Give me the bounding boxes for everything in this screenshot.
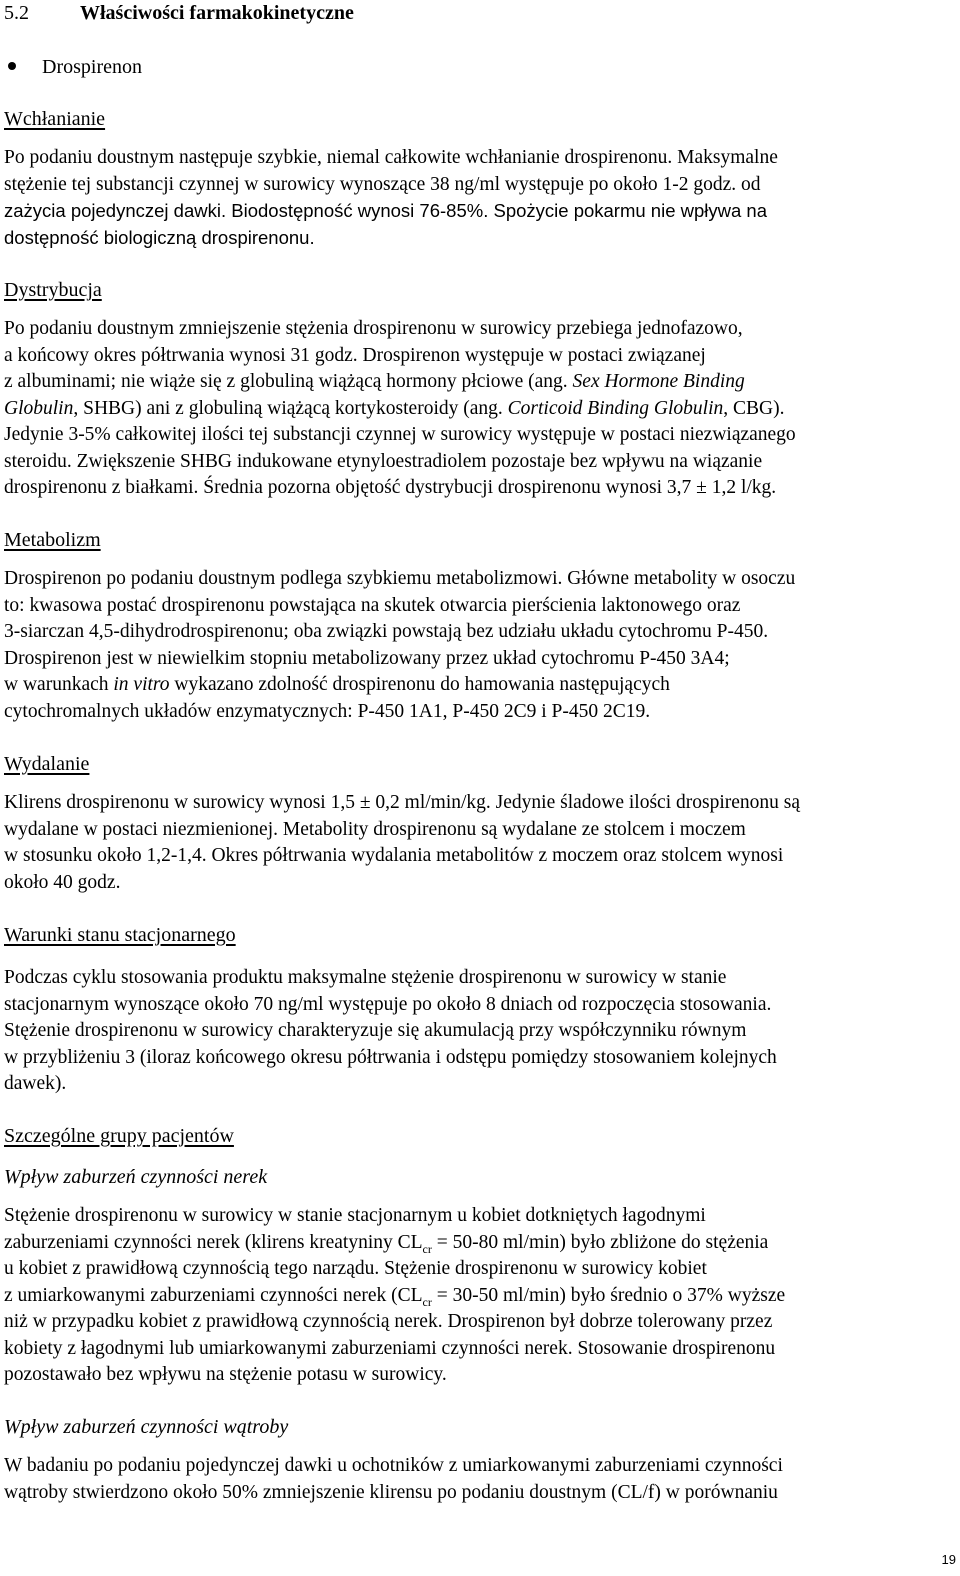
excretion-section [4, 751, 944, 777]
metabolism-paragraph [4, 566, 944, 725]
steady-state-line: w przybliżeniu 3 (iloraz końcowego okresu półtrwania i odstępu pomiędzy stosowaniem kolejnych [4, 1046, 777, 1068]
excretion-line: Klirens drospirenonu w surowicy wynosi 1,5 ± 0,2 ml/min/kg. Jedynie śladowe ilości drospirenonu są [4, 792, 801, 813]
metabolism-line: cytochromalnych układów enzymatycznych: P-450 1A1, P-450 2C9 i P-450 2C19. [4, 700, 651, 722]
metabolism-line [4, 672, 944, 699]
excretion-heading: Wydalanie [4, 753, 90, 775]
excretion-line: około 40 godz. [4, 871, 121, 893]
metabolism-italic: in vitro [113, 674, 170, 695]
renal-line [4, 1283, 944, 1310]
steady-state-paragraph [4, 965, 944, 1098]
section-number: 5.2 [4, 2, 29, 24]
renal-line [4, 1230, 944, 1257]
renal-heading: Wpływ zaburzeń czynności nerek [4, 1166, 268, 1188]
distribution-section [4, 277, 944, 303]
metabolism-line: 3-siarczan 4,5-dihydrodrospirenonu; oba związki powstają bez udziału układu cytochromu P-450. [4, 621, 769, 642]
absorption-line: dostępność biologiczną drospirenonu. [4, 226, 315, 248]
renal-line: kobiety z łagodnymi lub umiarkowanymi zaburzeniami czynności nerek. Stosowanie drospirenonu [4, 1337, 776, 1359]
renal-line: Stężenie drospirenonu w surowicy w stanie stacjonarnym u kobiet dotkniętych łagodnymi [4, 1205, 706, 1226]
absorption-heading: Wchłanianie [4, 108, 106, 130]
excretion-line: wydalane w postaci niezmienionej. Metabolity drospirenonu są wydalane ze stolcem i moczem [4, 818, 746, 840]
absorption-line: stężenie tej substancji czynnej w surowicy wynoszące 38 ng/ml występuje po około 1-2 godz. od [4, 173, 761, 195]
absorption-line: zażycia pojedynczej dawki. Biodostępność wynosi 76-85%. Spożycie pokarmu nie wpływa na [4, 200, 768, 221]
renal-subsection [4, 1164, 944, 1190]
distribution-heading: Dystrybucja [4, 279, 102, 301]
metabolism-heading: Metabolizm [4, 529, 101, 551]
hepatic-line: wątroby stwierdzono około 50% zmniejszenie klirensu po podaniu doustnym (CL/f) w porównaniu [4, 1481, 778, 1503]
excretion-line: w stosunku około 1,2-1,4. Okres półtrwania wydalania metabolitów z moczem oraz stolcem wynosi [4, 845, 784, 866]
page-number: 19 [941, 1552, 956, 1567]
absorption-line: Po podaniu doustnym następuje szybkie, niemal całkowite wchłanianie drospirenonu. Maksymalne [4, 147, 778, 168]
metabolism-line: Drospirenon jest w niewielkim stopniu metabolizowany przez układ cytochromu P-450 3A4; [4, 647, 730, 669]
renal-line: pozostawało bez wpływu na stężenie potasu w surowicy. [4, 1364, 447, 1385]
distribution-text: , SHBG) ani z globuliną wiążącą kortykosteroidy (ang. [73, 397, 508, 419]
metabolism-text: w warunkach [4, 674, 114, 695]
distribution-line [4, 396, 944, 423]
renal-text: zaburzeniami czynności nerek (klirens kreatyniny CL [4, 1231, 423, 1253]
renal-text: = 30-50 ml/min) było średnio o 37% wyższe [431, 1284, 786, 1306]
hepatic-heading: Wpływ zaburzeń czynności wątroby [4, 1416, 289, 1438]
section-heading [4, 0, 354, 26]
distribution-italic: Sex Hormone Binding [572, 371, 745, 392]
metabolism-text: wykazano zdolność drospirenonu do hamowania następujących [169, 674, 670, 695]
distribution-text: , CBG). [723, 397, 785, 419]
distribution-line: Jedynie 3-5% całkowitej ilości tej substancji czynnej w surowicy występuje w postaci niezwiązanego [4, 424, 796, 445]
distribution-line: steroidu. Zwiększenie SHBG indukowane etynyloestradiolem pozostaje bez wpływu na wiązanie [4, 450, 763, 472]
distribution-italic: Globulin [4, 397, 74, 419]
absorption-paragraph [4, 145, 944, 251]
hepatic-line: W badaniu po podaniu pojedynczej dawki u ochotników z umiarkowanymi zaburzeniami czynności [4, 1455, 783, 1476]
steady-state-heading: Warunki stanu stacjonarnego [4, 924, 236, 946]
bullet-icon [8, 62, 16, 70]
renal-line: u kobiet z prawidłową czynnością tego narządu. Stężenie drospirenonu w surowicy kobiet [4, 1258, 707, 1279]
distribution-line: a końcowy okres półtrwania wynosi 31 godz. Drospirenon występuje w postaci związanej [4, 344, 706, 366]
distribution-line: drospirenonu z białkami. Średnia pozorna objętość dystrybucji drospirenonu wynosi 3,7 ± 1,2 l/kg. [4, 477, 777, 498]
special-groups-section [4, 1123, 944, 1149]
renal-subscript: cr [422, 1294, 432, 1309]
distribution-italic: Corticoid Binding Globulin [507, 397, 724, 419]
renal-subscript: cr [422, 1241, 432, 1256]
metabolism-line: Drospirenon po podaniu doustnym podlega szybkiemu metabolizmowi. Główne metabolity w osoczu [4, 568, 796, 589]
bullet-item [4, 54, 142, 80]
distribution-line [4, 369, 944, 396]
steady-state-line: Stężenie drospirenonu w surowicy charakteryzuje się akumulacją przy współczynniku równym [4, 1020, 747, 1041]
metabolism-line: to: kwasowa postać drospirenonu powstająca na skutek otwarcia pierścienia laktonowego oraz [4, 594, 741, 616]
steady-state-section [4, 922, 944, 948]
renal-line: niż w przypadku kobiet z prawidłową czynnością nerek. Drospirenon był dobrze tolerowany przez [4, 1311, 773, 1332]
steady-state-line: stacjonarnym wynoszące około 70 ng/ml występuje po około 8 dniach od rozpoczęcia stosowania. [4, 993, 772, 1015]
steady-state-line: Podczas cyklu stosowania produktu maksymalne stężenie drospirenonu w surowicy w stanie [4, 967, 727, 988]
renal-text: z umiarkowanymi zaburzeniami czynności nerek (CL [4, 1284, 423, 1306]
hepatic-subsection [4, 1414, 944, 1440]
renal-text: = 50-80 ml/min) było zbliżone do stężenia [431, 1231, 769, 1253]
metabolism-section [4, 527, 944, 553]
distribution-paragraph [4, 316, 944, 502]
section-title: Właściwości farmakokinetyczne [80, 2, 354, 24]
excretion-paragraph [4, 790, 944, 896]
absorption-section [4, 106, 944, 132]
steady-state-line: dawek). [4, 1073, 67, 1094]
special-groups-heading: Szczególne grupy pacjentów [4, 1125, 234, 1147]
distribution-line: Po podaniu doustnym zmniejszenie stężenia drospirenonu w surowicy przebiega jednofazowo, [4, 318, 743, 339]
renal-paragraph [4, 1203, 944, 1389]
distribution-text: z albuminami; nie wiąże się z globuliną wiążącą hormony płciowe (ang. [4, 371, 573, 392]
hepatic-paragraph [4, 1453, 944, 1506]
bullet-text: Drospirenon [42, 56, 142, 78]
